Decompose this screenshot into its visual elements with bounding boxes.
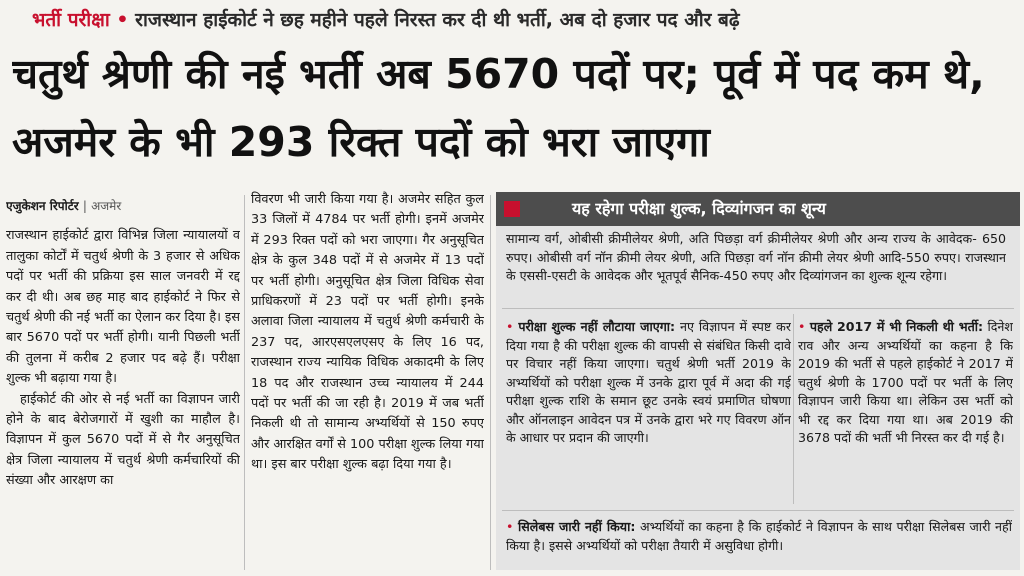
section-divider — [502, 308, 1014, 309]
fee-refund-section — [506, 318, 791, 504]
previous-recruitment-section — [798, 318, 1013, 504]
byline-city: अजमेर — [91, 199, 122, 213]
article-column-2 — [251, 190, 484, 572]
syllabus-text: अभ्यर्थियों का कहना है कि हाईकोर्ट ने विज्ञापन के साथ परीक्षा सिलेबस जारी नहीं किया है। इससे अभ्यर्थियों को परीक्षा तैयारी में असुविधा होगी। — [506, 519, 1012, 553]
article-paragraph: विवरण भी जारी किया गया है। अजमेर सहित कुल 33 जिलों में 4784 पर भर्ती होगी। इनमें अजमेर में 293 रिक्त पदों को भरा जाएगा। गैर अनुसूचित क्षेत्र के कुल 348 पदों में से अजमेर में 13 पदों पर भर्ती होगी। अनुसूचित क्षेत्र जिला विधिक सेवा प्राधिकरणों में 23 पदों पर भर्ती होगी। इनके अलावा जिला न्यायालय में चतुर्थ श्रेणी कर्मचारी के 237 पद, आरएसएलएसए के लिए 16 पद, राजस्थान राज्य न्यायिक विधिक अकादमी के लिए 18 पद और राजस्थान उच्च न्यायालय में 244 पदों पर भर्ती की जा रही है। 2019 में जब भर्ती निकली थी तो सामान्य अभ्यर्थियों से 150 रुपए और आरक्षित वर्गों से 100 परीक्षा शुल्क लिया गया था। इस बार परीक्षा शुल्क बढ़ा दिया गया है। — [251, 192, 484, 473]
syllabus-section — [506, 518, 1012, 566]
byline — [6, 196, 240, 216]
bullet-icon: • — [798, 319, 806, 334]
kicker-line — [32, 6, 1012, 36]
bullet-icon: • — [506, 519, 514, 534]
byline-divider: | — [82, 199, 87, 213]
syllabus-heading: सिलेबस जारी नहीं किया: — [518, 519, 636, 534]
fee-refund-text: नए विज्ञापन में स्पष्ट कर दिया गया है की परीक्षा शुल्क की वापसी से संबंधित किसी दावे पर विचार नहीं किया जाएगा। चतुर्थ श्रेणी भर्ती 2019 के अभ्यर्थियों को परीक्षा शुल्क में उनके द्वारा पूर्व में अदा की गई परीक्षा शुल्क राशि के समान छूट उनके स्वयं प्रमाणित घोषणा और ऑनलाइन आवेदन पत्र में उनके द्वारा भरे गए विवरण ऑन के आधार पर प्रदान की जाएगी। — [506, 319, 791, 445]
kicker-separator: • — [116, 9, 129, 31]
sidebar-panel — [496, 192, 1020, 570]
previous-recruitment-heading: पहले 2017 में भी निकली थी भर्ती: — [809, 319, 984, 334]
kicker-tag: भर्ती परीक्षा — [32, 9, 110, 31]
byline-reporter: एजुकेशन रिपोर्टर — [6, 199, 79, 213]
kicker-text: राजस्थान हाईकोर्ट ने छह महीने पहले निरस्त कर दी थी भर्ती, अब दो हजार पद और बढ़े — [135, 9, 740, 31]
sidebar-title: यह रहेगा परीक्षा शुल्क, दिव्यांगजन का शून्य — [496, 192, 1020, 226]
fee-refund-heading: परीक्षा शुल्क नहीं लौटाया जाएगा: — [518, 319, 676, 334]
column-divider — [490, 195, 491, 570]
column-divider — [793, 314, 794, 504]
article-paragraph: हाईकोर्ट की ओर से नई भर्ती का विज्ञापन जारी होने के बाद बेरोजगारों में खुशी का माहौल है। विज्ञापन में कुल 5670 पदों में से गैर अनुसूचित क्षेत्र जिला न्यायालय में चतुर्थ श्रेणी कर्मचारियों की संख्या और आरक्षण का — [6, 391, 240, 489]
article-column-1 — [6, 196, 240, 572]
fee-details: सामान्य वर्ग, ओबीसी क्रीमीलेयर श्रेणी, अति पिछड़ा वर्ग क्रीमीलेयर श्रेणी और अन्य राज्य के आवेदक- 650 रुपए। ओबीसी वर्ग नॉन क्रीमी लेयर श्रेणी, अति पिछड़ा वर्ग नॉन क्रीमी लेयर श्रेणी आदि-550 रुपए। राजस्थान के एससी-एसटी के आवेदक और भूतपूर्व सैनिक-450 रुपए और दिव्यांगजन का शुल्क शून्य रहेगा। — [506, 231, 1006, 283]
headline: चतुर्थ श्रेणी की नई भर्ती अब 5670 पदों पर; पूर्व में पद कम थे, अजमेर के भी 293 रिक्त पदों को भरा जाएगा — [12, 50, 985, 166]
bullet-icon: • — [506, 319, 514, 334]
column-divider — [244, 195, 245, 570]
previous-recruitment-text: दिनेश राव और अन्य अभ्यर्थियों का कहना है कि 2019 की भर्ती से पहले हाईकोर्ट ने 2017 में चतुर्थ श्रेणी के 1700 पदों पर भर्ती के लिए विज्ञापन जारी किया था। लेकिन उस भर्ती को भी रद्द कर दिया गया था। अब 2019 की 3678 पदों की भर्ती भी निरस्त कर दी गई है। — [798, 319, 1013, 445]
section-divider — [502, 510, 1014, 511]
article-paragraph: राजस्थान हाईकोर्ट द्वारा विभिन्न जिला न्यायालयों व तालुका कोर्टों में चतुर्थ श्रेणी के 3 हजार से अधिक पदों पर भर्ती की प्रक्रिया इस साल जनवरी में रद्द कर दी थी। अब छह माह बाद हाईकोर्ट ने फिर से चतुर्थ श्रेणी की नई भर्ती का ऐलान कर दिया है। इस बार 5670 पदों पर भर्ती होगी। यानी पिछली भर्ती की तुलना में करीब 2 हजार पद बढ़े हैं। परीक्षा शुल्क भी बढ़ाया गया है। — [6, 228, 240, 387]
